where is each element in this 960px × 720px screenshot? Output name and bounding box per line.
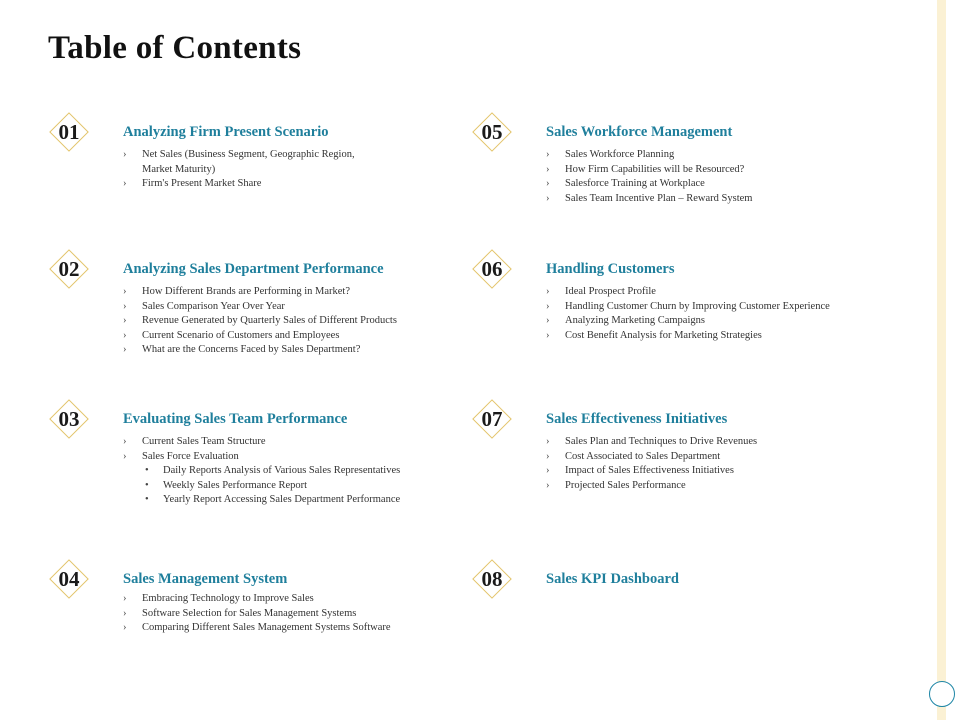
chevron-right-icon: › bbox=[546, 192, 550, 204]
list-item-text: Salesforce Training at Workplace bbox=[565, 178, 705, 190]
list-item-text: Sales Plan and Techniques to Drive Revenues bbox=[565, 436, 758, 447]
section-title: Sales Management System bbox=[123, 571, 288, 587]
sub-list-item bbox=[123, 479, 400, 494]
section-number: 06 bbox=[481, 257, 503, 281]
list-item bbox=[123, 435, 400, 450]
list-item-text: How Firm Capabilities will be Resourced? bbox=[565, 163, 745, 175]
diamond-number-badge bbox=[471, 111, 513, 153]
list-item-text: Cost Associated to Sales Department bbox=[565, 450, 721, 462]
list-item-text: Comparing Different Sales Management Systems Software bbox=[142, 622, 391, 634]
chevron-right-icon: › bbox=[546, 450, 550, 462]
list-item bbox=[123, 592, 391, 607]
bullet-icon: • bbox=[145, 494, 149, 506]
section-title: Evaluating Sales Team Performance bbox=[123, 411, 348, 427]
sub-list-item bbox=[123, 493, 400, 508]
list-item-text: Sales Force Evaluation bbox=[142, 450, 239, 462]
section-title: Sales Workforce Management bbox=[546, 124, 733, 140]
chevron-right-icon: › bbox=[546, 300, 550, 312]
diamond-number-badge bbox=[48, 558, 90, 600]
chevron-right-icon: › bbox=[123, 450, 127, 462]
section-title: Analyzing Firm Present Scenario bbox=[123, 124, 329, 140]
list-item-text: Weekly Sales Performance Report bbox=[163, 479, 308, 491]
section-number: 08 bbox=[481, 567, 503, 591]
section-number: 01 bbox=[58, 120, 80, 144]
list-item bbox=[123, 450, 400, 465]
list-item-text: Projected Sales Performance bbox=[565, 479, 686, 491]
list-item bbox=[123, 300, 397, 315]
chevron-right-icon: › bbox=[123, 149, 127, 160]
list-item-continuation bbox=[123, 163, 355, 178]
chevron-right-icon: › bbox=[123, 178, 127, 190]
diamond-number-badge bbox=[48, 111, 90, 153]
list-item-text: Ideal Prospect Profile bbox=[565, 286, 656, 297]
section-number: 02 bbox=[58, 257, 80, 281]
diamond-number-badge bbox=[471, 558, 513, 600]
section-title: Handling Customers bbox=[546, 261, 675, 277]
list-item bbox=[546, 329, 830, 344]
list-item-text: Net Sales (Business Segment, Geographic Region, bbox=[142, 149, 355, 160]
list-item bbox=[546, 163, 752, 178]
side-accent-bar bbox=[937, 0, 946, 720]
chevron-right-icon: › bbox=[546, 286, 550, 297]
list-item-text: Market Maturity) bbox=[142, 163, 216, 175]
list-item bbox=[123, 314, 397, 329]
section-item-list bbox=[546, 285, 830, 343]
list-item bbox=[546, 285, 830, 300]
list-item bbox=[546, 300, 830, 315]
list-item bbox=[123, 621, 391, 636]
list-item bbox=[546, 435, 757, 450]
chevron-right-icon: › bbox=[546, 329, 550, 341]
section-item-list bbox=[123, 285, 397, 358]
list-item bbox=[546, 450, 757, 465]
section-title: Analyzing Sales Department Performance bbox=[123, 261, 384, 277]
chevron-right-icon: › bbox=[546, 149, 550, 160]
list-item-text: Embracing Technology to Improve Sales bbox=[142, 593, 314, 604]
section-number: 04 bbox=[58, 567, 80, 591]
diamond-number-badge bbox=[471, 248, 513, 290]
list-item-text: Cost Benefit Analysis for Marketing Strategies bbox=[565, 329, 762, 341]
chevron-right-icon: › bbox=[123, 593, 127, 604]
list-item-text: Analyzing Marketing Campaigns bbox=[565, 315, 705, 327]
list-item bbox=[546, 148, 752, 163]
chevron-right-icon: › bbox=[123, 300, 127, 312]
chevron-right-icon: › bbox=[123, 329, 127, 341]
list-item-text: Daily Reports Analysis of Various Sales Representatives bbox=[163, 465, 401, 477]
section-item-list bbox=[123, 435, 400, 508]
chevron-right-icon: › bbox=[123, 344, 127, 356]
chevron-right-icon: › bbox=[123, 607, 127, 619]
list-item bbox=[123, 329, 397, 344]
list-item bbox=[546, 464, 757, 479]
section-title: Sales KPI Dashboard bbox=[546, 571, 679, 587]
list-item-text: Firm's Present Market Share bbox=[142, 178, 262, 190]
list-item-text: Software Selection for Sales Management Systems bbox=[142, 607, 357, 619]
chevron-right-icon: › bbox=[546, 436, 550, 447]
list-item bbox=[123, 285, 397, 300]
section-item-list bbox=[546, 435, 757, 493]
chevron-right-icon: › bbox=[123, 436, 127, 447]
chevron-right-icon: › bbox=[546, 178, 550, 190]
corner-circle-icon bbox=[929, 681, 955, 707]
section-item-list bbox=[123, 148, 355, 192]
list-item bbox=[123, 148, 355, 163]
list-item-text: Impact of Sales Effectiveness Initiatives bbox=[565, 465, 734, 477]
section-number: 05 bbox=[481, 120, 503, 144]
sub-list-item bbox=[123, 464, 400, 479]
chevron-right-icon: › bbox=[546, 465, 550, 477]
bullet-icon: • bbox=[145, 465, 149, 477]
list-item bbox=[123, 343, 397, 358]
list-item bbox=[546, 177, 752, 192]
bullet-icon: • bbox=[145, 479, 149, 491]
list-item bbox=[123, 177, 355, 192]
list-item-text: Sales Comparison Year Over Year bbox=[142, 300, 285, 312]
section-number: 03 bbox=[58, 407, 80, 431]
list-item bbox=[546, 479, 757, 494]
diamond-number-badge bbox=[48, 398, 90, 440]
chevron-right-icon: › bbox=[546, 315, 550, 327]
list-item bbox=[546, 192, 752, 207]
list-item-text: Current Sales Team Structure bbox=[142, 436, 266, 447]
list-item-text: Sales Team Incentive Plan – Reward System bbox=[565, 192, 753, 204]
list-item-text: Yearly Report Accessing Sales Department Performance bbox=[163, 494, 401, 506]
list-item-text: Revenue Generated by Quarterly Sales of Different Products bbox=[142, 315, 397, 327]
page-title: Table of Contents bbox=[48, 30, 302, 66]
list-item-text: Sales Workforce Planning bbox=[565, 149, 675, 160]
list-item-text: How Different Brands are Performing in Market? bbox=[142, 286, 350, 297]
diamond-number-badge bbox=[471, 398, 513, 440]
chevron-right-icon: › bbox=[123, 622, 127, 634]
section-title: Sales Effectiveness Initiatives bbox=[546, 411, 728, 427]
chevron-right-icon: › bbox=[546, 163, 550, 175]
section-item-list bbox=[123, 592, 391, 636]
list-item-text: What are the Concerns Faced by Sales Department? bbox=[142, 344, 361, 356]
diamond-number-badge bbox=[48, 248, 90, 290]
list-item-text: Handling Customer Churn by Improving Customer Experience bbox=[565, 300, 830, 312]
list-item bbox=[123, 607, 391, 622]
section-item-list bbox=[546, 148, 752, 206]
list-item bbox=[546, 314, 830, 329]
chevron-right-icon: › bbox=[123, 315, 127, 327]
chevron-right-icon: › bbox=[123, 286, 127, 297]
section-number: 07 bbox=[481, 407, 503, 431]
chevron-right-icon: › bbox=[546, 479, 550, 491]
list-item-text: Current Scenario of Customers and Employees bbox=[142, 329, 340, 341]
